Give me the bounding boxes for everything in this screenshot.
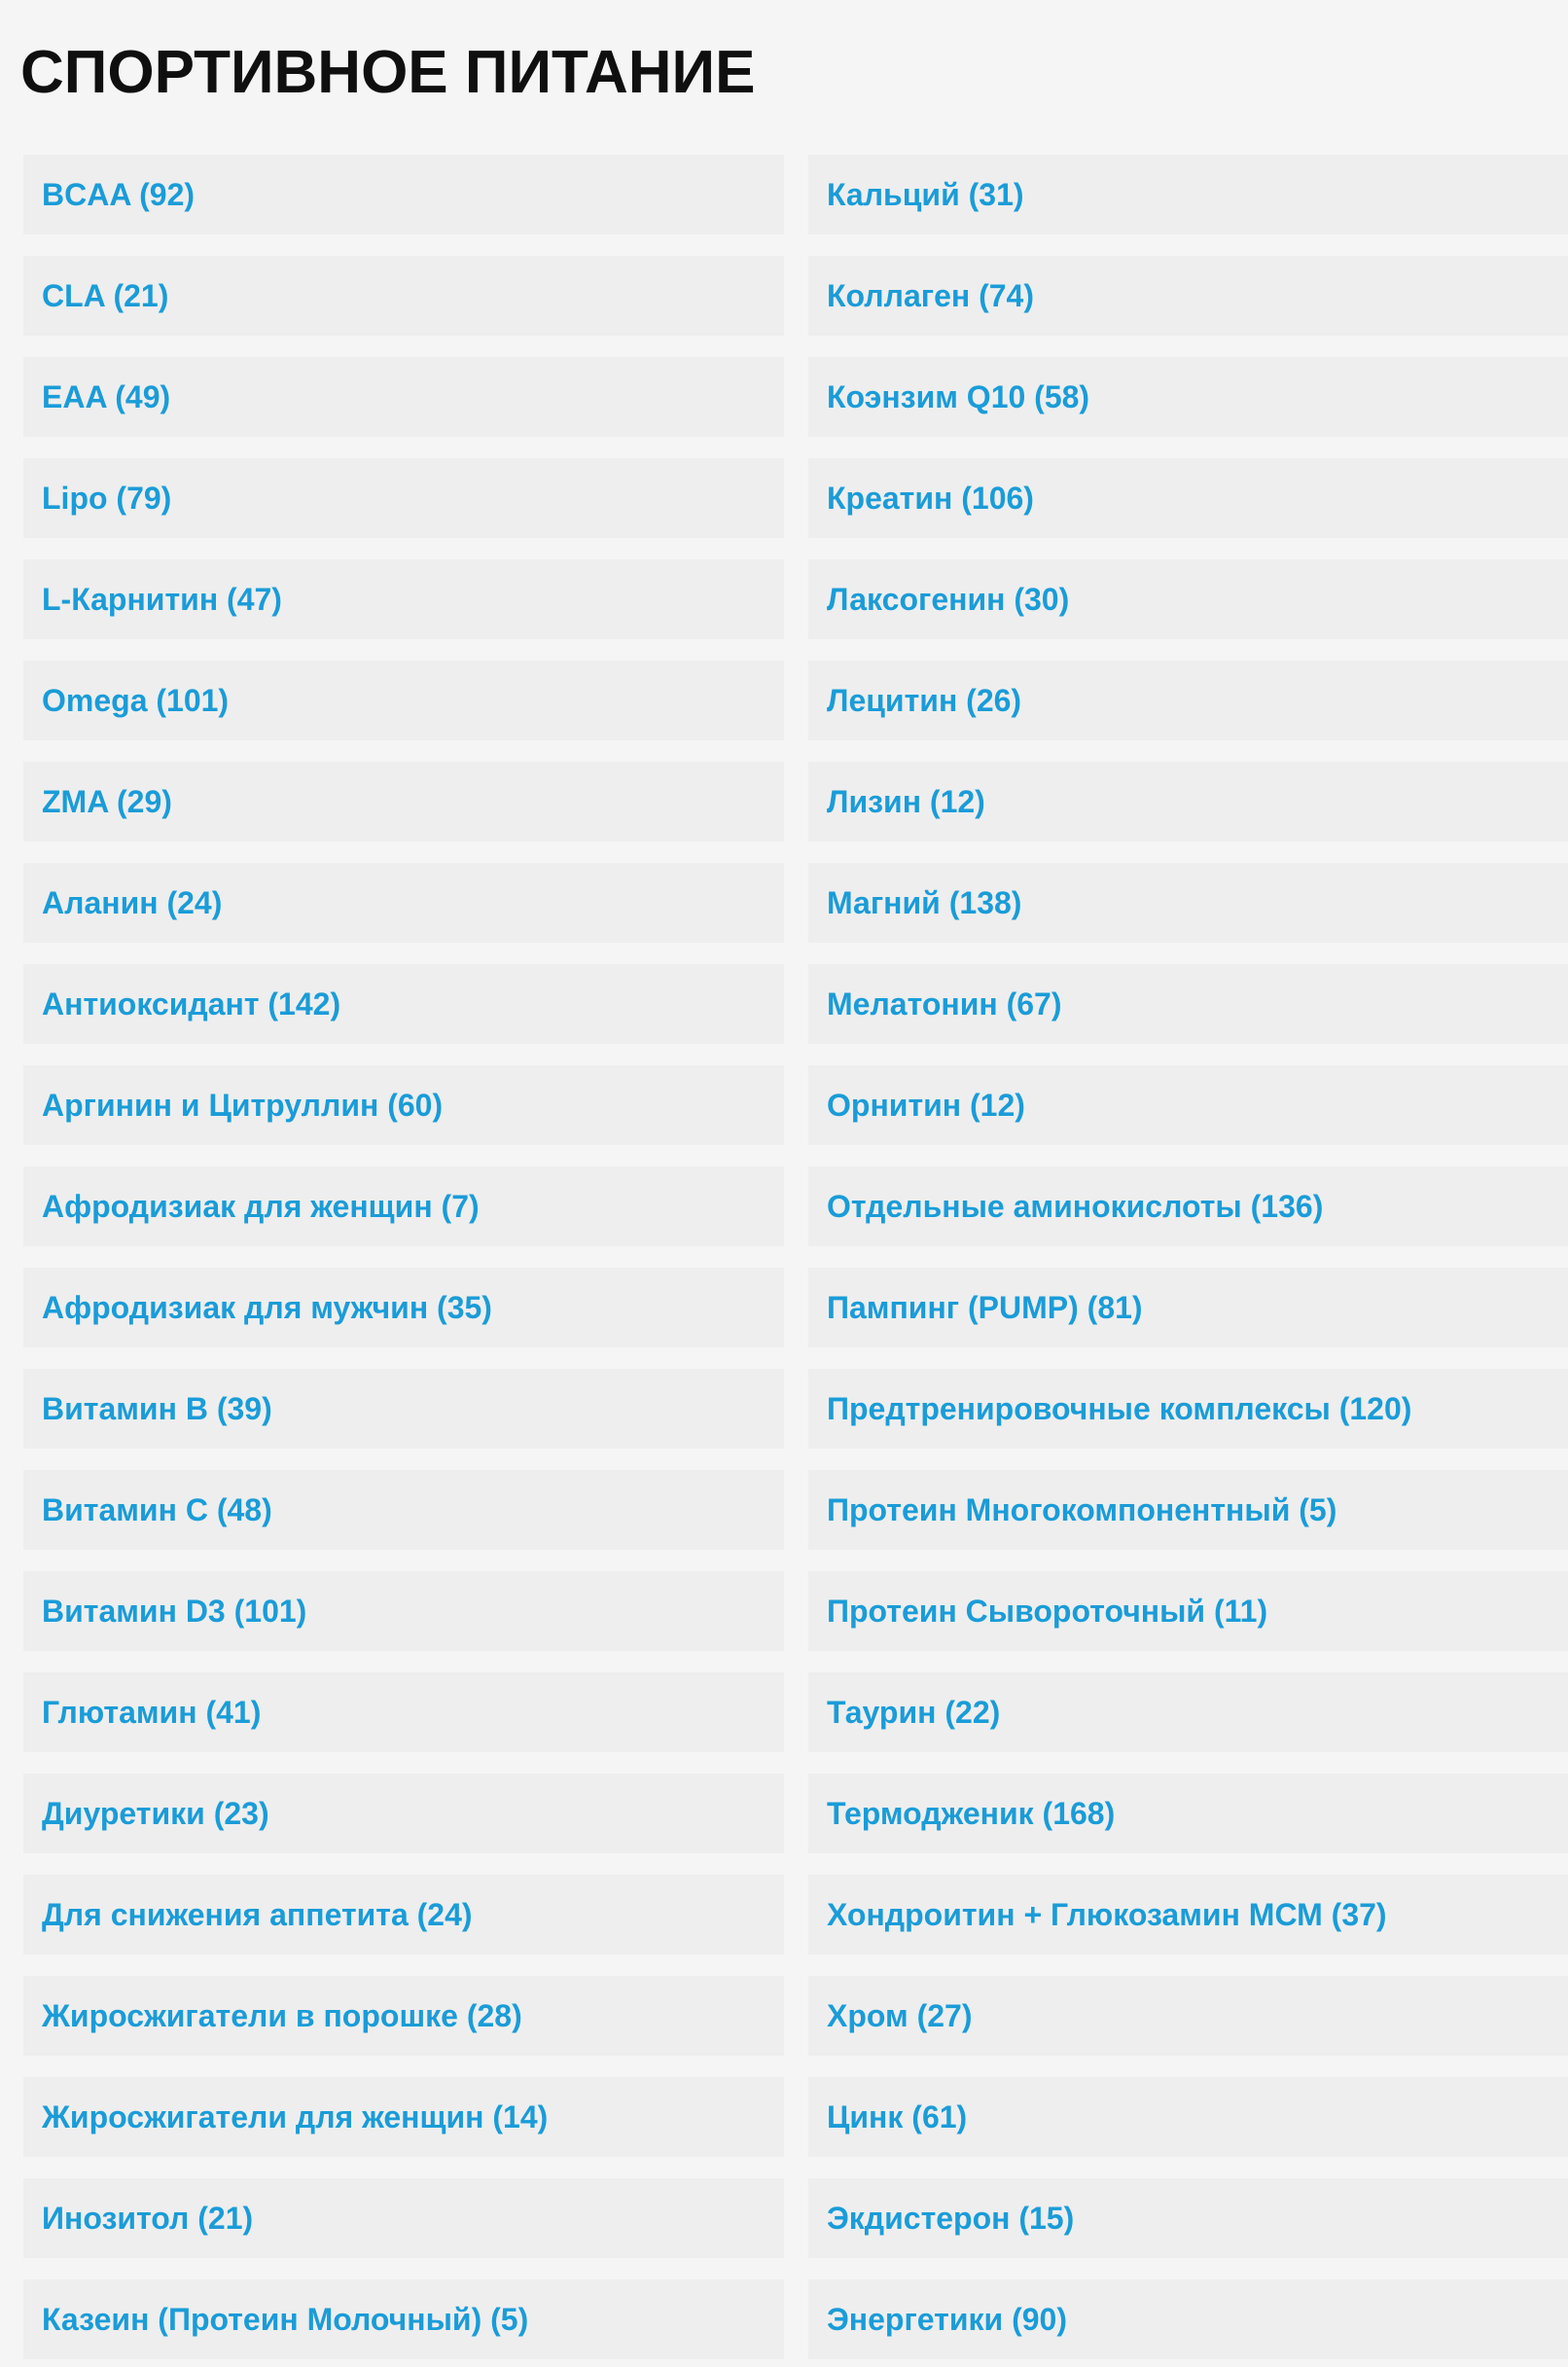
category-link[interactable]: CLA (21)	[42, 277, 169, 313]
category-tile	[808, 1571, 1568, 1651]
category-link[interactable]: Афродизиак для женщин (7)	[42, 1188, 480, 1224]
category-link[interactable]: Витамин B (39)	[42, 1390, 272, 1426]
category-tile	[23, 1268, 784, 1347]
category-link[interactable]: Цинк (61)	[827, 2098, 968, 2134]
category-link[interactable]: Энергетики (90)	[827, 2301, 1067, 2337]
category-link[interactable]: Протеин Многокомпонентный (5)	[827, 1491, 1337, 1527]
category-tile	[23, 1571, 784, 1651]
category-link[interactable]: Omega (101)	[42, 682, 230, 718]
category-link[interactable]: Аргинин и Цитруллин (60)	[42, 1087, 444, 1123]
category-tile	[808, 762, 1568, 842]
category-tile	[23, 155, 784, 234]
category-link[interactable]: Жиросжигатели в порошке (28)	[42, 1997, 522, 2033]
category-tile	[23, 1672, 784, 1752]
category-tile	[23, 1065, 784, 1145]
category-link[interactable]: Коэнзим Q10 (58)	[827, 378, 1090, 414]
category-link[interactable]: Lipo (79)	[42, 480, 172, 516]
category-link[interactable]: BCAA (92)	[42, 176, 196, 212]
category-tile	[808, 2279, 1568, 2359]
category-tile	[23, 2178, 784, 2258]
category-tile	[808, 863, 1568, 943]
category-link[interactable]: Предтренировочные комплексы (120)	[827, 1390, 1412, 1426]
category-tile	[808, 2178, 1568, 2258]
category-tile	[808, 1369, 1568, 1449]
category-link[interactable]: Жиросжигатели для женщин (14)	[42, 2098, 549, 2134]
category-tile	[808, 155, 1568, 234]
category-tile	[808, 1875, 1568, 1955]
category-tile	[808, 559, 1568, 639]
category-link[interactable]: Глютамин (41)	[42, 1694, 262, 1730]
page-title: СПОРТИВНОЕ ПИТАНИЕ	[20, 39, 756, 106]
category-link[interactable]: Таурин (22)	[827, 1694, 1001, 1730]
category-tile	[808, 256, 1568, 336]
category-tile	[23, 661, 784, 740]
category-tile	[23, 1976, 784, 2056]
category-tile	[808, 1065, 1568, 1145]
category-link[interactable]: Антиоксидант (142)	[42, 986, 341, 1022]
category-tile	[23, 863, 784, 943]
category-tile	[23, 2077, 784, 2157]
category-tile	[808, 458, 1568, 538]
category-link[interactable]: Инозитол (21)	[42, 2200, 254, 2236]
category-link[interactable]: Протеин Сывороточный (11)	[827, 1593, 1268, 1629]
category-tile	[808, 1268, 1568, 1347]
category-link[interactable]: Лаксогенин (30)	[827, 581, 1070, 617]
category-tile	[808, 357, 1568, 437]
category-tile	[23, 1875, 784, 1955]
category-tile	[23, 762, 784, 842]
category-tile	[808, 1470, 1568, 1550]
category-link[interactable]: Диуретики (23)	[42, 1795, 269, 1831]
category-link[interactable]: Пампинг (PUMP) (81)	[827, 1289, 1143, 1325]
category-link[interactable]: EAA (49)	[42, 378, 171, 414]
category-link[interactable]: Мелатонин (67)	[827, 986, 1062, 1022]
category-tile	[23, 357, 784, 437]
category-link[interactable]: Экдистерон (15)	[827, 2200, 1075, 2236]
category-link[interactable]: Лецитин (26)	[827, 682, 1022, 718]
category-link[interactable]: Лизин (12)	[827, 783, 985, 819]
category-link[interactable]: Для снижения аппетита (24)	[42, 1896, 473, 1932]
category-link[interactable]: Аланин (24)	[42, 884, 223, 920]
category-link[interactable]: L-Карнитин (47)	[42, 581, 282, 617]
category-tile	[23, 1166, 784, 1246]
category-tile	[808, 1774, 1568, 1853]
category-tile	[808, 2077, 1568, 2157]
category-tile	[808, 661, 1568, 740]
category-link[interactable]: Казеин (Протеин Молочный) (5)	[42, 2301, 529, 2337]
category-link[interactable]: Отдельные аминокислоты (136)	[827, 1188, 1324, 1224]
category-link[interactable]: ZMA (29)	[42, 783, 172, 819]
category-link[interactable]: Коллаген (74)	[827, 277, 1034, 313]
category-link[interactable]: Орнитин (12)	[827, 1087, 1025, 1123]
category-link[interactable]: Витамин D3 (101)	[42, 1593, 307, 1629]
category-tile	[23, 559, 784, 639]
category-tile	[808, 1672, 1568, 1752]
category-link[interactable]: Термодженик (168)	[827, 1795, 1116, 1831]
category-grid	[0, 155, 1568, 2359]
category-column-left	[23, 155, 784, 2359]
category-link[interactable]: Креатин (106)	[827, 480, 1034, 516]
category-column-right	[808, 155, 1568, 2359]
category-link[interactable]: Хондроитин + Глюкозамин МСМ (37)	[827, 1896, 1387, 1932]
category-link[interactable]: Хром (27)	[827, 1997, 973, 2033]
category-tile	[808, 1166, 1568, 1246]
category-tile	[23, 964, 784, 1044]
category-tile	[23, 458, 784, 538]
category-tile	[808, 1976, 1568, 2056]
category-tile	[23, 1774, 784, 1853]
category-tile	[23, 2279, 784, 2359]
category-link[interactable]: Кальций (31)	[827, 176, 1024, 212]
category-link[interactable]: Афродизиак для мужчин (35)	[42, 1289, 492, 1325]
category-tile	[23, 256, 784, 336]
category-tile	[808, 964, 1568, 1044]
category-link[interactable]: Витамин C (48)	[42, 1491, 272, 1527]
category-tile	[23, 1470, 784, 1550]
category-link[interactable]: Магний (138)	[827, 884, 1022, 920]
category-tile	[23, 1369, 784, 1449]
